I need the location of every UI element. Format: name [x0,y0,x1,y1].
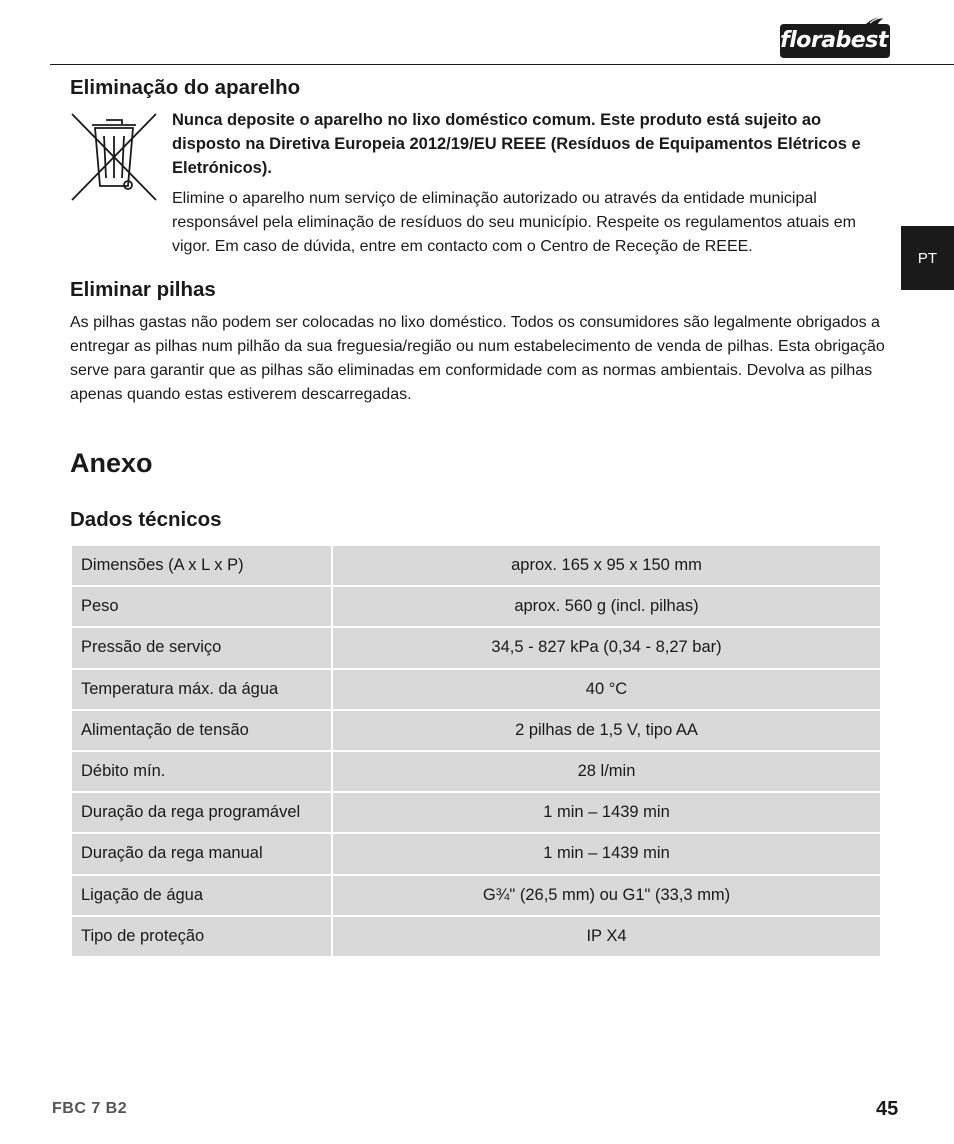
spec-value: 40 °C [332,669,881,710]
spec-label: Peso [71,586,332,627]
tech-data-heading: Dados técnicos [70,508,222,531]
spec-label: Duração da rega manual [71,833,332,874]
page-number: 45 [876,1098,899,1120]
disposal-instructions: Elimine o aparelho num serviço de eliminação autorizado ou através da entidade municipal responsável pela eliminação de resíduos do seu município. Respeite os regulamentos atuais em vigor. Em caso de dúvida, entre em contacto com o Centro de Receção de REEE. [172,190,856,255]
spec-value: G¾" (26,5 mm) ou G1" (33,3 mm) [332,875,881,916]
table-row [71,833,881,874]
florabest-logo [774,14,894,60]
crossed-out-wheelie-bin-icon [70,112,158,202]
spec-label: Ligação de água [71,875,332,916]
logo-text: florabest [780,27,888,53]
spec-value: 1 min – 1439 min [332,833,881,874]
spec-label: Débito mín. [71,751,332,792]
language-tab: PT [901,226,954,290]
table-row [71,875,881,916]
table-row [71,545,881,586]
disposal-heading: Eliminação do aparelho [70,76,301,99]
spec-value: aprox. 560 g (incl. pilhas) [332,586,881,627]
batteries-text: As pilhas gastas não podem ser colocadas no lixo doméstico. Todos os consumidores são legalmente obrigados a entregar as pilhas num pilhão da sua freguesia/região ou num estabelecimento de venda de pilhas. Esta obrigação serve para garantir que as pilhas são eliminadas em conformidade com as normas ambientais. Devolva as pilhas apenas quando estas estiverem descarregadas. [70,314,885,403]
table-row [71,669,881,710]
spec-label: Alimentação de tensão [71,710,332,751]
batteries-heading: Eliminar pilhas [70,278,216,301]
spec-label: Temperatura máx. da água [71,669,332,710]
spec-value: IP X4 [332,916,881,957]
spec-label: Duração da rega programável [71,792,332,833]
tech-specs-table [70,544,882,958]
table-row [71,916,881,957]
spec-value: 1 min – 1439 min [332,792,881,833]
table-row [71,710,881,751]
spec-value: 28 l/min [332,751,881,792]
table-row [71,627,881,668]
header-rule [50,64,954,65]
footer-model: FBC 7 B2 [52,1100,128,1117]
spec-value: 34,5 - 827 kPa (0,34 - 8,27 bar) [332,627,881,668]
spec-label: Tipo de proteção [71,916,332,957]
spec-label: Pressão de serviço [71,627,332,668]
annex-heading: Anexo [70,448,153,478]
spec-value: aprox. 165 x 95 x 150 mm [332,545,881,586]
table-row [71,792,881,833]
spec-label: Dimensões (A x L x P) [71,545,332,586]
table-row [71,751,881,792]
table-row [71,586,881,627]
disposal-warning: Nunca deposite o aparelho no lixo doméstico comum. Este produto está sujeito ao disposto na Diretiva Europeia 2012/19/EU REEE (Resíduos de Equipamentos Elétricos e Eletrónicos). [172,111,861,177]
spec-value: 2 pilhas de 1,5 V, tipo AA [332,710,881,751]
